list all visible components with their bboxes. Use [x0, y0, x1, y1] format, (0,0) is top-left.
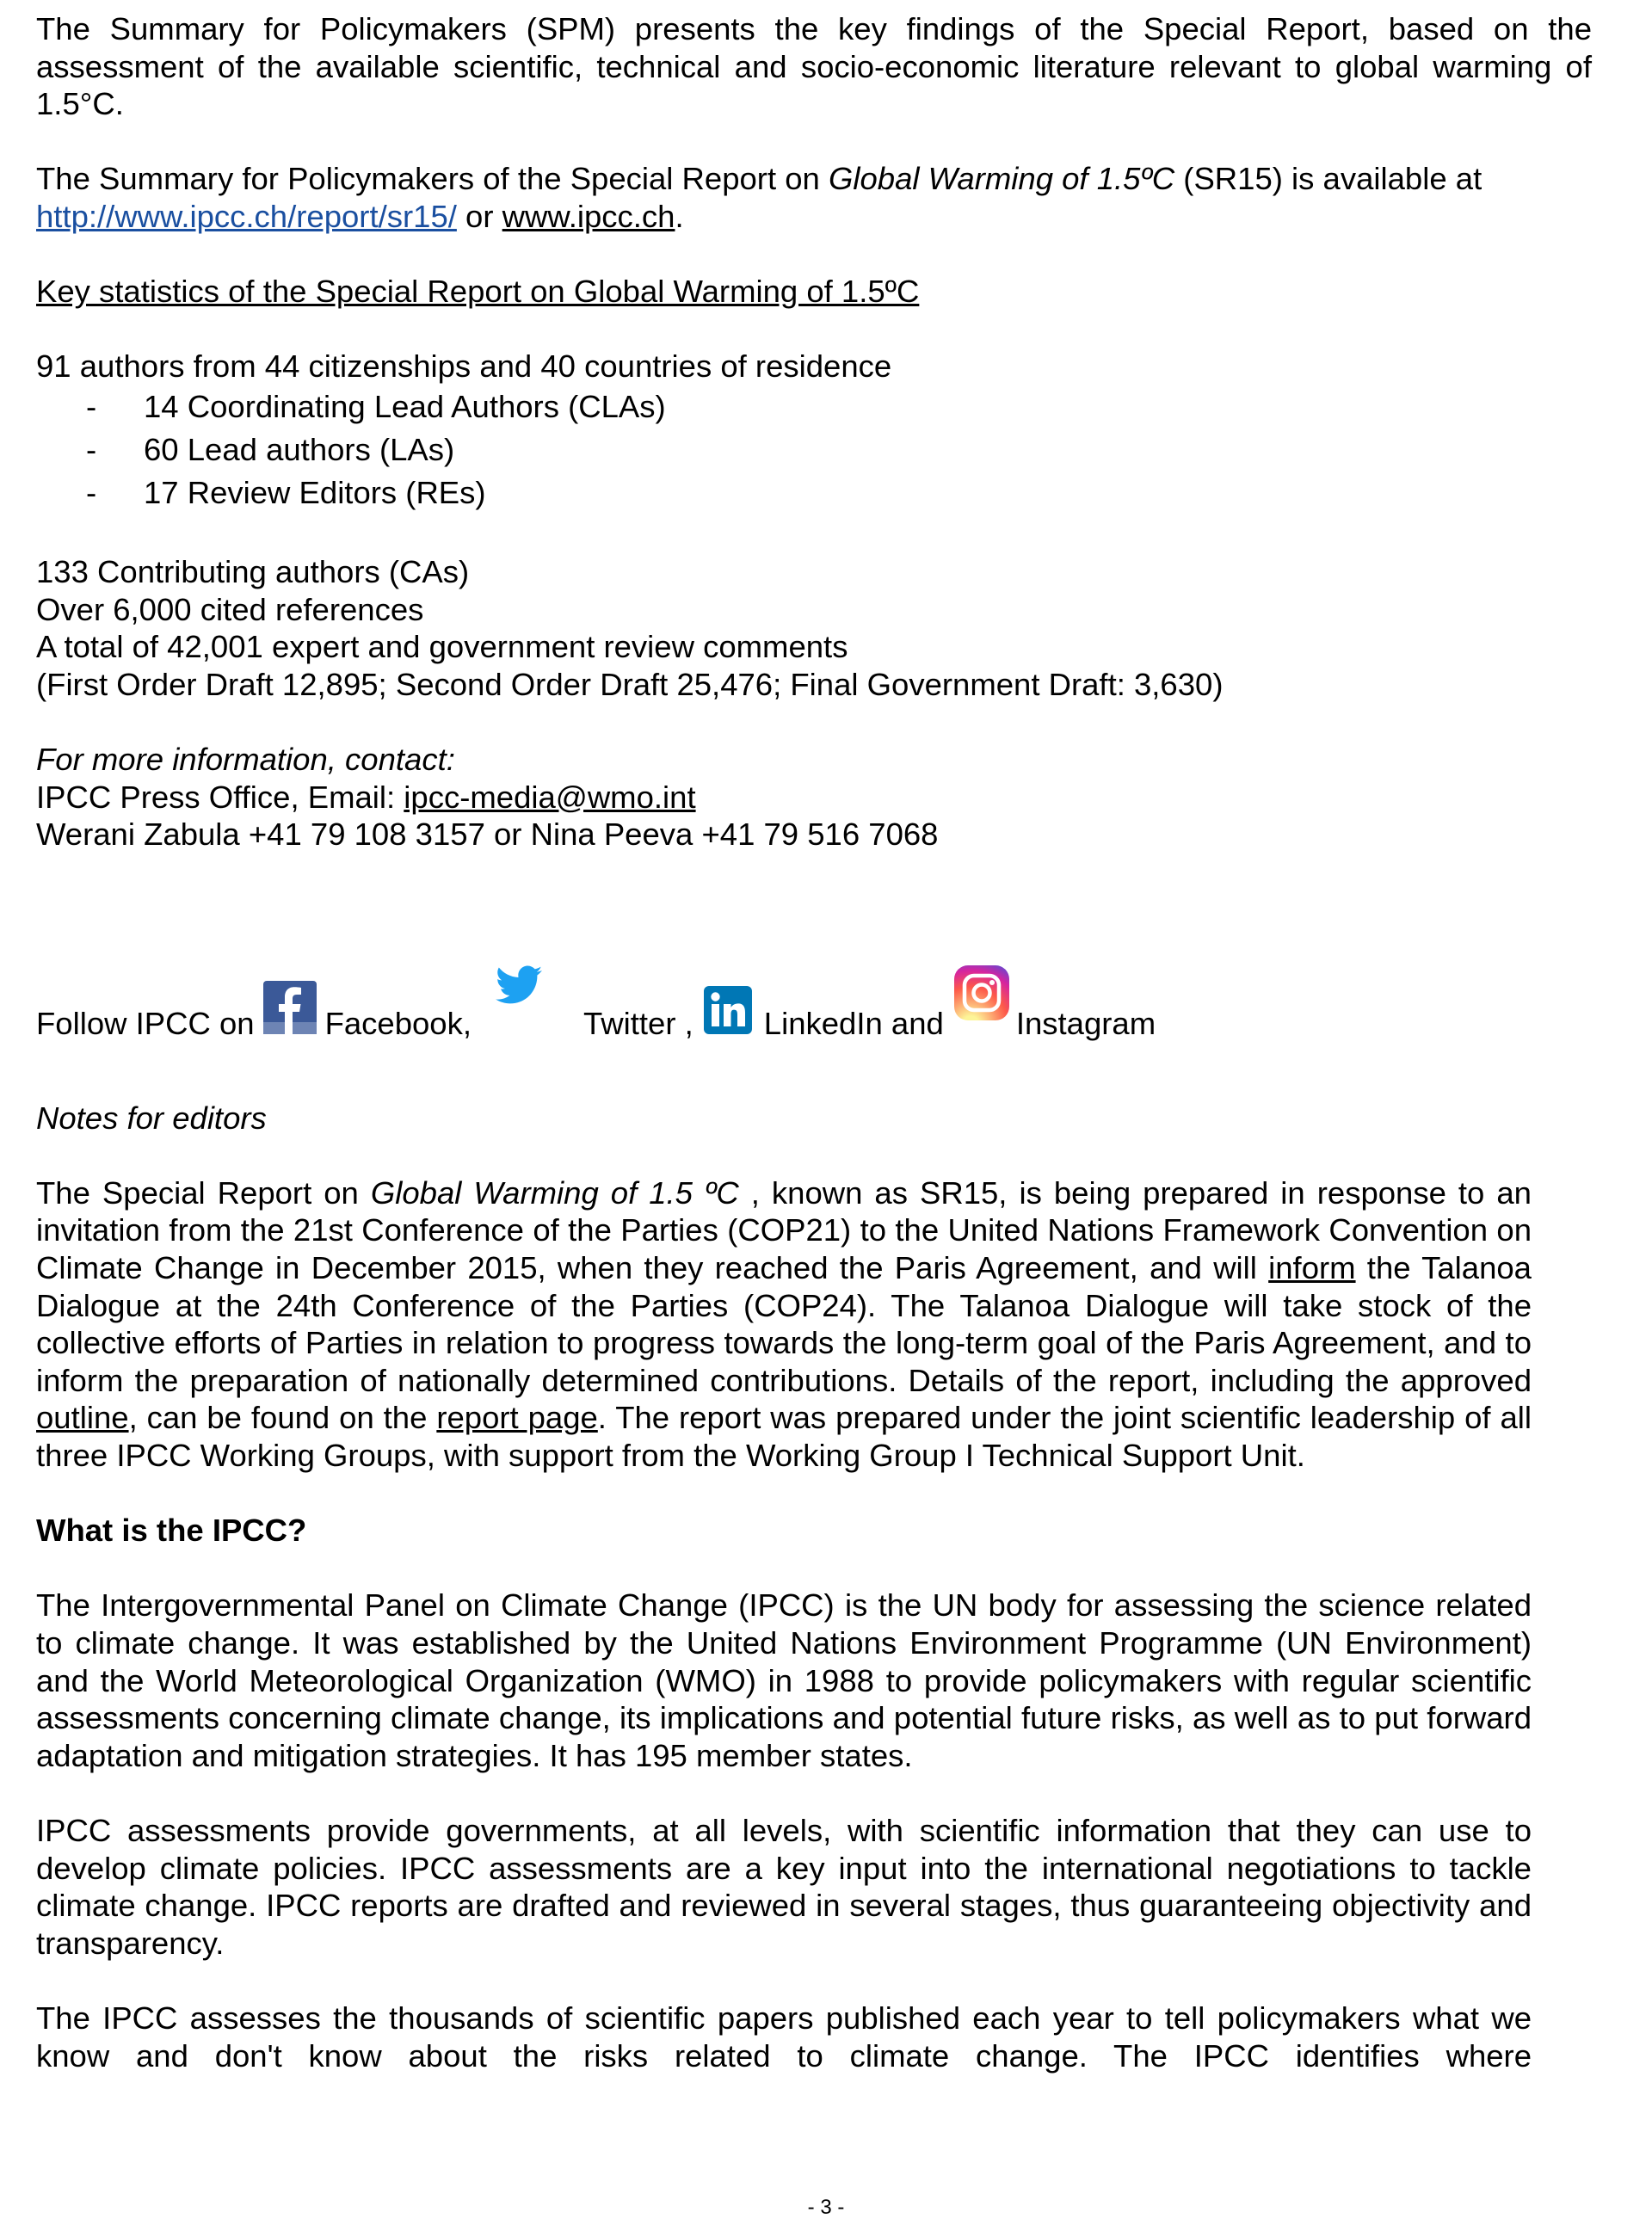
instagram-icon[interactable] [954, 965, 1009, 1029]
linkedin-label[interactable]: LinkedIn and [763, 1005, 944, 1041]
report-title: Global Warming of 1.5ºC [828, 161, 1175, 197]
list-item: - 60 Lead authors (LAs) [86, 431, 455, 467]
stat-line: 133 Contributing authors (CAs) [36, 553, 470, 589]
linkedin-icon[interactable] [704, 986, 752, 1043]
document-page [36, 10, 1592, 2074]
twitter-icon[interactable] [496, 965, 542, 1014]
report-page-link[interactable]: report page [436, 1400, 598, 1436]
spm-paragraph: The Summary for Policymakers (SPM) presents the key findings of the Special Report, based on the assessment of the available scientific, technical and socio-economic literature relevant to global warming of 1.5°C. [36, 11, 1592, 122]
social-follow-row [36, 965, 1592, 1043]
what-is-ipcc-heading: What is the IPCC? [36, 1513, 307, 1549]
contact-heading: For more information, contact: [36, 741, 455, 777]
list-item: - 17 Review Editors (REs) [86, 474, 486, 510]
report-title: Global Warming of 1.5 ºC [370, 1174, 739, 1211]
stat-line: Over 6,000 cited references [36, 591, 424, 627]
press-office-line: IPCC Press Office, Email: ipcc-media@wmo.int [36, 779, 696, 815]
instagram-label[interactable]: Instagram [1015, 1005, 1156, 1041]
ipcc-paragraph-3: The IPCC assesses the thousands of scientific papers published each year to tell policymakers what we know and don't know about the risks related to climate change. The IPCC identifies where [36, 2000, 1532, 2074]
facebook-label[interactable]: Facebook, [324, 1005, 472, 1041]
stats-lines [36, 553, 1592, 703]
contact-people: Werani Zabula +41 79 108 3157 or Nina Peeva +41 79 516 7068 [36, 817, 939, 853]
authors-line: 91 authors from 44 citizenships and 40 countries of residence [36, 348, 892, 385]
ipcc-paragraph-2: IPCC assessments provide governments, at all levels, with scientific information that they can use to develop climate policies. IPCC assessments are a key input into the international negotiations to tackle climate change. IPCC reports are drafted and reviewed in several stages, thus guaranteeing objectivity and transparency. [36, 1812, 1532, 1961]
outline-link[interactable]: outline [36, 1400, 129, 1436]
list-item: - 14 Coordinating Lead Authors (CLAs) [86, 388, 666, 424]
stat-line: (First Order Draft 12,895; Second Order Draft 25,476; Final Government Draft: 3,630) [36, 666, 1224, 702]
notes-paragraph: The Special Report on Global Warming of 1.5 ºC , known as SR15, is being prepared in response to an invitation from the 21st Conference of the Parties (COP21) to the United Nations Framework Convention on Climate Change in December 2015, when they reached the Paris Agreement, and will inform the Talanoa Dialogue at the 24th Conference of the Parties (COP24). The Talanoa Dialogue will take stock of the collective efforts of Parties in relation to progress towards the long-term goal of the Paris Agreement, and to inform the preparation of nationally determined contributions. Details of the report, including the approved outline, can be found on the report page. The report was prepared under the joint scientific leadership of all three IPCC Working Groups, with support from the Working Group I Technical Support Unit. [36, 1174, 1532, 1474]
inform-link[interactable]: inform [1268, 1250, 1356, 1286]
sr15-link[interactable]: http://www.ipcc.ch/report/sr15/ [36, 198, 457, 234]
author-roles-list [36, 385, 1592, 515]
page-number: - 3 - [807, 2196, 845, 2219]
facebook-icon[interactable] [263, 981, 317, 1043]
availability-paragraph: The Summary for Policymakers of the Special Report on Global Warming of 1.5ºC (SR15) is available at http://www.ipcc.ch/report/sr15/ or www.ipcc.ch. [36, 161, 1482, 234]
press-email-link[interactable]: ipcc-media@wmo.int [404, 779, 696, 815]
stat-line: A total of 42,001 expert and government review comments [36, 629, 848, 665]
ipcc-home-link[interactable]: www.ipcc.ch [502, 198, 675, 234]
key-statistics-heading: Key statistics of the Special Report on Global Warming of 1.5ºC [36, 274, 920, 310]
twitter-label[interactable]: Twitter , [583, 1005, 693, 1041]
ipcc-paragraph-1: The Intergovernmental Panel on Climate Change (IPCC) is the UN body for assessing the science related to climate change. It was established by the United Nations Environment Programme (UN Environment) and the World Meteorological Organization (WMO) in 1988 to provide policymakers with regular scientific assessments concerning climate change, its implications and potential future risks, as well as to put forward adaptation and mitigation strategies. It has 195 member states. [36, 1587, 1532, 1773]
notes-heading: Notes for editors [36, 1100, 267, 1136]
follow-label: Follow IPCC on [36, 1005, 255, 1041]
